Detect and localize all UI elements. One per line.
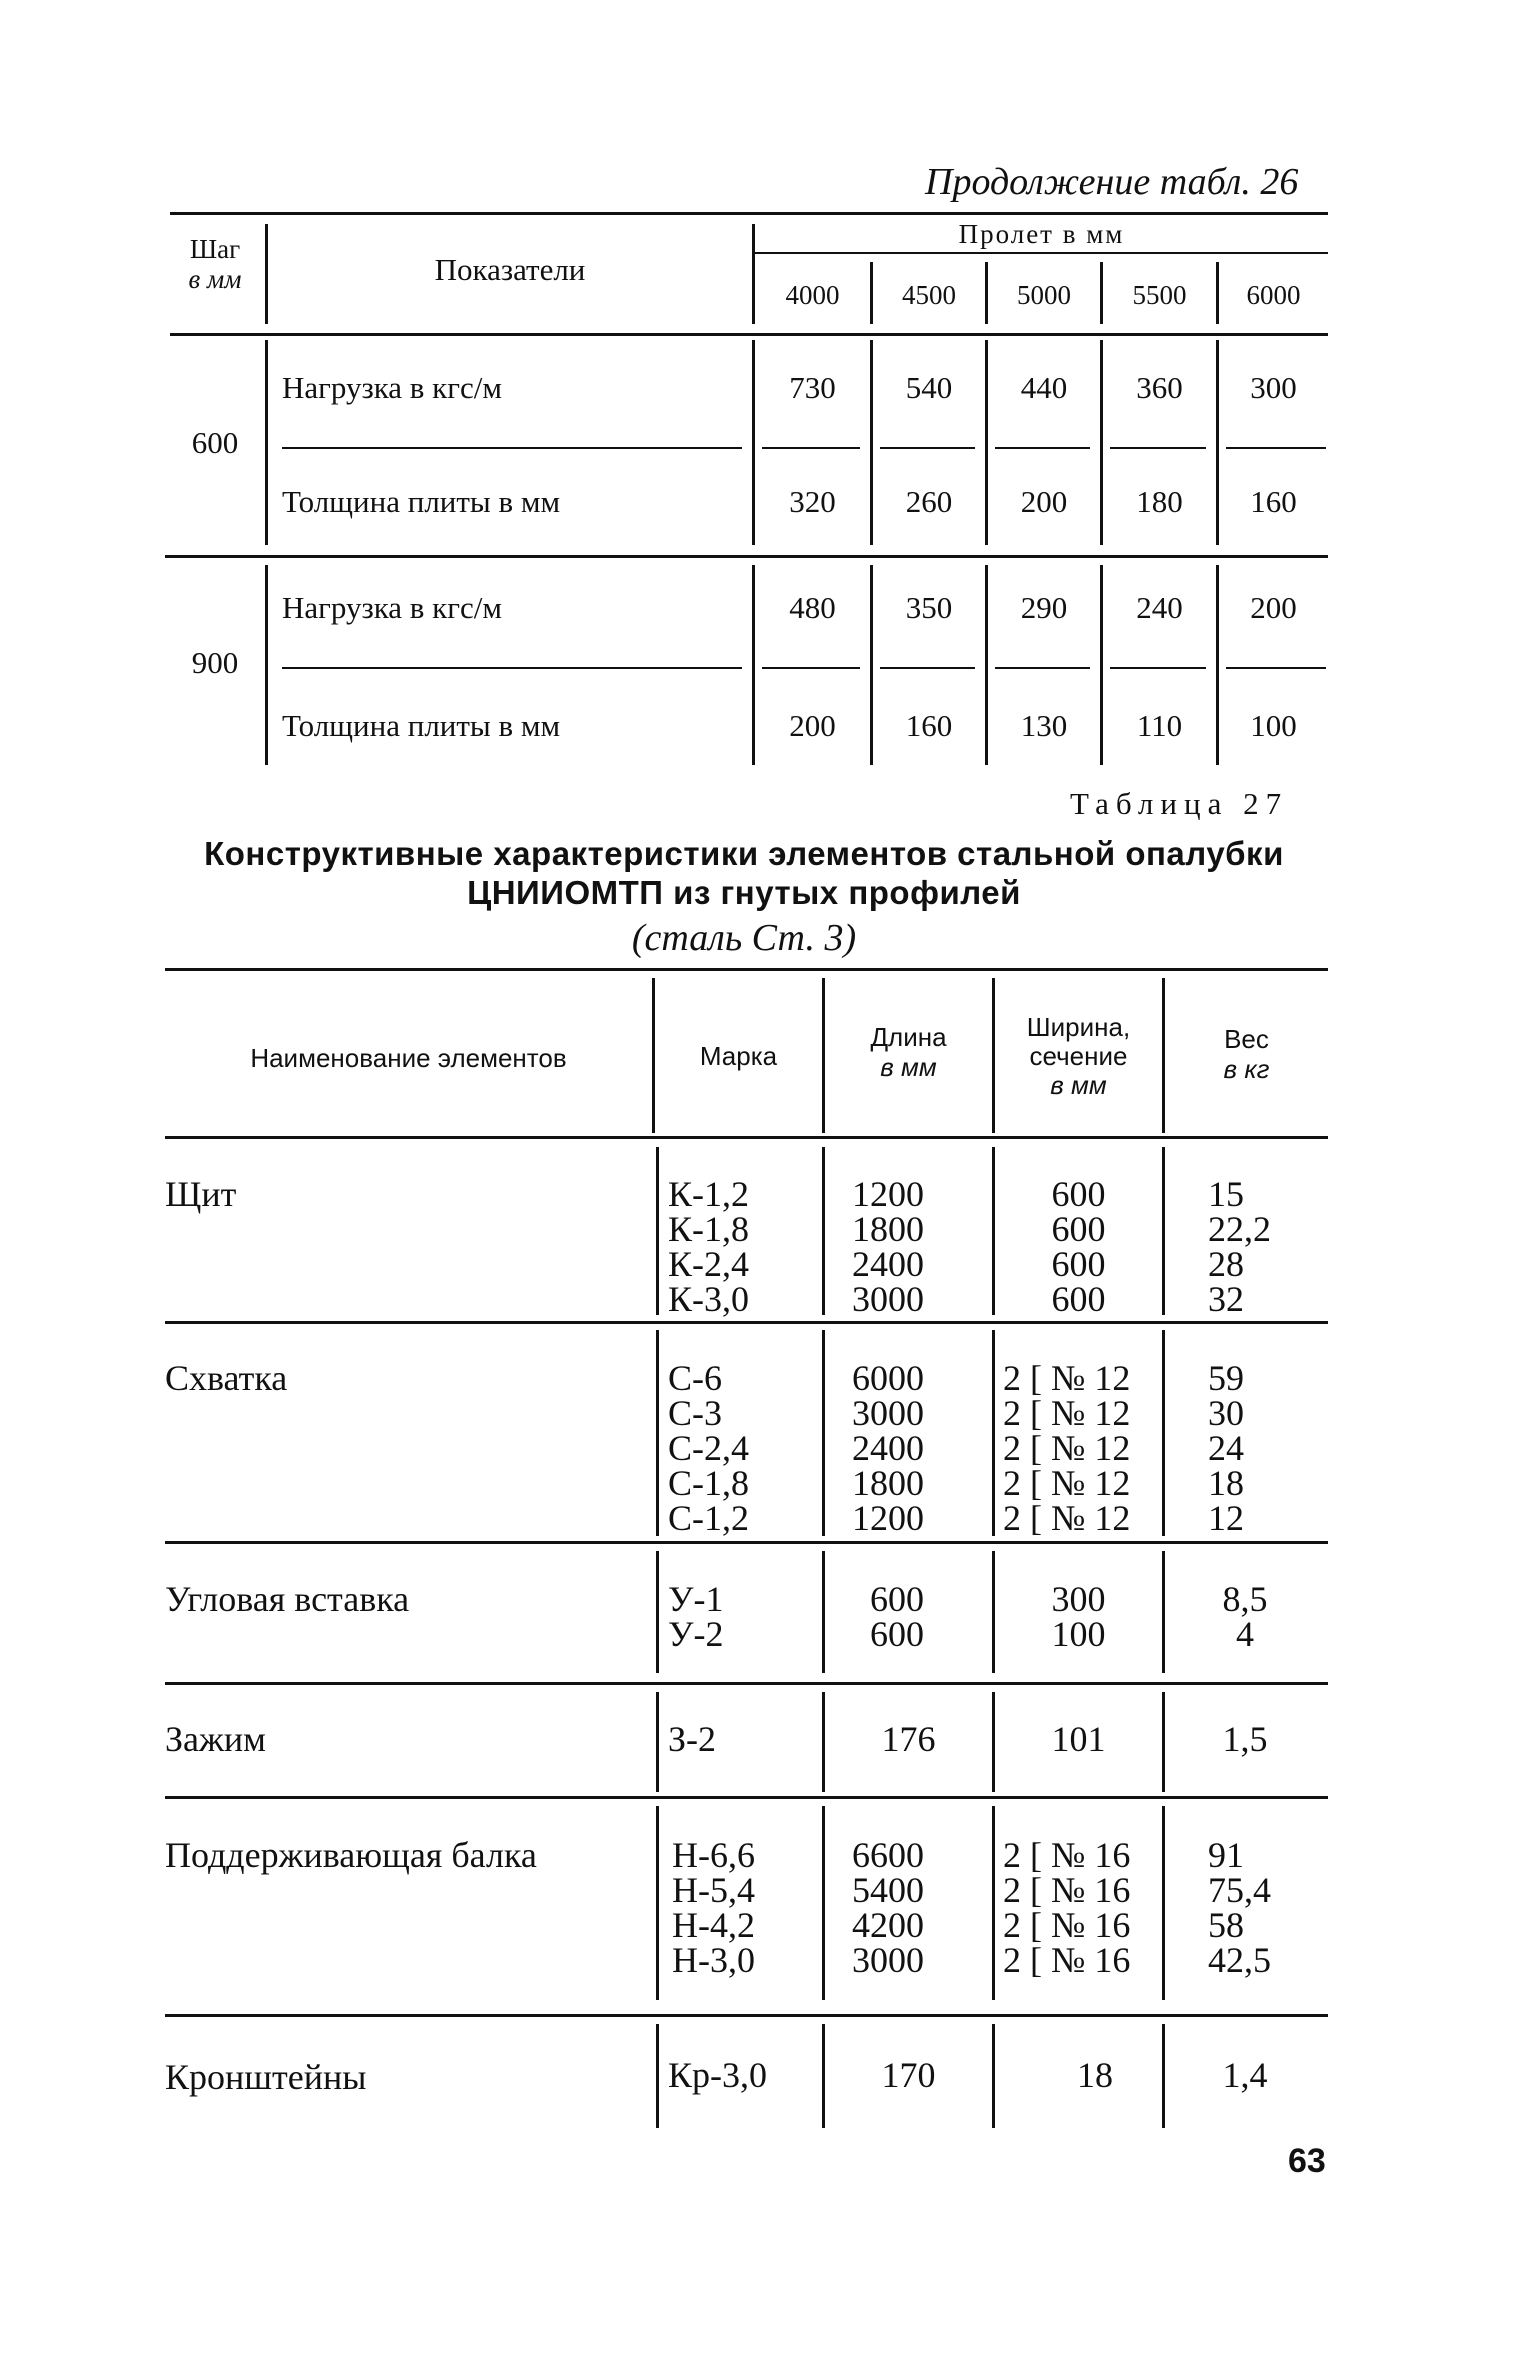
element-name: Поддерживающая балка [165, 1835, 537, 1875]
element-name: Угловая вставка [165, 1579, 410, 1619]
header-step: Шаг в мм [188, 234, 242, 294]
length-list: 170 [881, 2055, 936, 2095]
mark-list: З-2 [668, 1719, 717, 1759]
table-27-label: Таблица 27 [1070, 786, 1289, 821]
header-name: Наименование элементов [250, 1043, 567, 1073]
weight-list: 91 75,4 58 42,5 [1208, 1835, 1271, 1980]
length-list: 6600 5400 4200 3000 [852, 1835, 924, 1980]
header-mark: Марка [699, 1041, 778, 1071]
table-27-title-line2: ЦНИИОМТП из гнутых профилей [467, 874, 1021, 911]
length-list: 600 600 [870, 1579, 924, 1654]
value: 350 [905, 590, 953, 625]
length-list: 6000 3000 2400 1800 1200 [852, 1358, 924, 1538]
width-list: 2 [ № 12 2 [ № 12 2 [ № 12 2 [ № 12 2 [ № 12 [1003, 1358, 1131, 1538]
width-list: 101 [1051, 1719, 1106, 1759]
table-27-subtitle: (сталь Ст. 3) [631, 917, 857, 959]
mark-list: У-1 У-2 [668, 1579, 724, 1654]
length-list: 176 [881, 1719, 936, 1759]
value: 180 [1136, 484, 1183, 519]
table-27-title-line1: Конструктивные характеристики элементов стальной опалубки [204, 835, 1284, 872]
value: 160 [1250, 484, 1297, 519]
page-number: 63 [1288, 2142, 1326, 2180]
mark-list: Н-6,6 Н-5,4 Н-4,2 Н-3,0 [672, 1835, 755, 1980]
value: 540 [905, 370, 953, 405]
weight-list: 1,4 [1222, 2055, 1268, 2095]
value: 160 [905, 708, 953, 743]
value: 110 [1136, 708, 1183, 743]
row-label-load: Нагрузка в кгс/м [282, 370, 502, 405]
span-4500: 4500 [902, 280, 956, 310]
step-value: 600 [191, 425, 239, 460]
mark-list: С-6 С-3 С-2,4 С-1,8 С-1,2 [668, 1358, 749, 1538]
value: 260 [905, 484, 953, 519]
step-value: 900 [191, 645, 239, 680]
header-weight: Вес в кг [1223, 1024, 1270, 1084]
mark-list: Кр-3,0 [668, 2055, 767, 2095]
weight-list: 59 30 24 18 12 [1208, 1358, 1244, 1538]
value: 440 [1020, 370, 1068, 405]
width-list: 18 [1077, 2055, 1113, 2095]
value: 240 [1136, 590, 1183, 625]
element-name: Зажим [165, 1719, 266, 1759]
weight-list: 8,5 4 [1222, 1579, 1268, 1654]
weight-list: 15 22,2 28 32 [1208, 1174, 1271, 1319]
weight-list: 1,5 [1222, 1719, 1268, 1759]
span-5500: 5500 [1132, 280, 1187, 310]
length-list: 1200 1800 2400 3000 [852, 1174, 924, 1319]
width-list: 2 [ № 16 2 [ № 16 2 [ № 16 2 [ № 16 [1003, 1835, 1131, 1980]
value: 130 [1020, 708, 1068, 743]
value: 200 [789, 708, 836, 743]
width-list: 300 100 [1051, 1579, 1106, 1654]
row-label-thickness: Толщина плиты в мм [282, 708, 561, 743]
row-label-load: Нагрузка в кгс/м [282, 590, 502, 625]
value: 730 [789, 370, 836, 405]
header-width: Ширина, сечение в мм [1026, 1012, 1131, 1100]
continuation-caption: Продолжение табл. 26 [925, 161, 1299, 203]
row-label-thickness: Толщина плиты в мм [282, 484, 561, 519]
header-length: Длина в мм [870, 1022, 947, 1082]
value: 100 [1250, 708, 1297, 743]
span-4000: 4000 [785, 280, 840, 310]
value: 200 [1020, 484, 1068, 519]
header-indicators: Показатели [434, 252, 586, 287]
value: 480 [789, 590, 836, 625]
element-name: Щит [165, 1174, 237, 1214]
header-span: Пролет в мм [958, 219, 1125, 249]
span-5000: 5000 [1017, 280, 1071, 310]
value: 360 [1136, 370, 1183, 405]
value: 200 [1250, 590, 1297, 625]
value: 300 [1250, 370, 1297, 405]
mark-list: К-1,2 К-1,8 К-2,4 К-3,0 [668, 1174, 749, 1319]
span-6000: 6000 [1246, 280, 1301, 310]
value: 290 [1020, 590, 1068, 625]
element-name: Схватка [165, 1358, 288, 1398]
element-name: Кронштейны [165, 2057, 367, 2097]
value: 320 [789, 484, 836, 519]
width-list: 600 600 600 600 [1051, 1174, 1106, 1319]
